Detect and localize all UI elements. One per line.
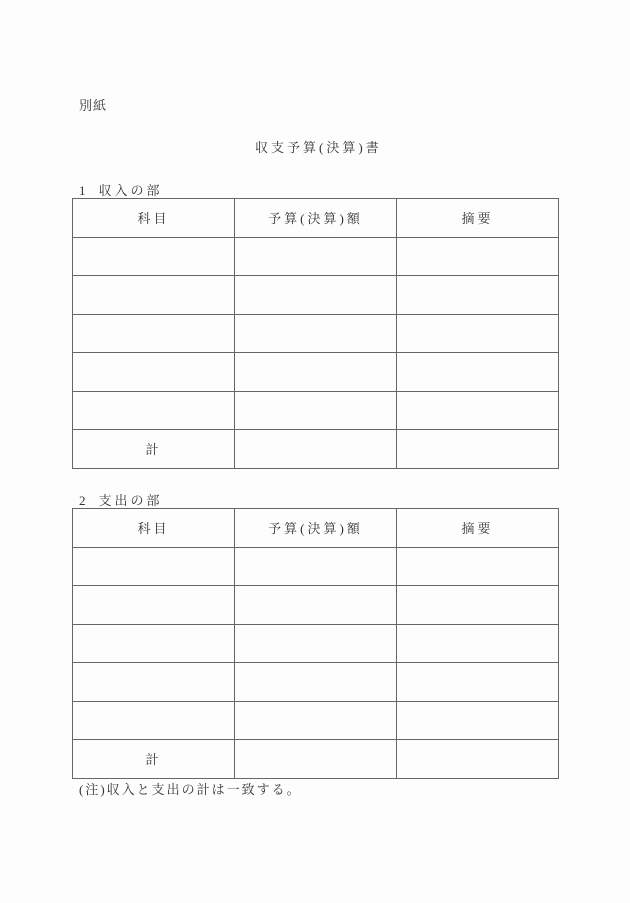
table-row <box>73 547 559 586</box>
amount-cell[interactable] <box>235 624 397 663</box>
amount-cell[interactable] <box>235 663 397 702</box>
summary-cell[interactable] <box>397 663 559 702</box>
table-row <box>73 624 559 663</box>
summary-cell[interactable] <box>397 353 559 392</box>
item-cell[interactable] <box>73 624 235 663</box>
amount-cell[interactable] <box>235 237 397 276</box>
table-header-row <box>73 199 559 238</box>
table-row <box>73 276 559 315</box>
table-row <box>73 663 559 702</box>
item-cell[interactable] <box>73 276 235 315</box>
total-summary-cell[interactable] <box>397 740 559 779</box>
column-header-summary: 摘要 <box>397 509 559 548</box>
summary-cell[interactable] <box>397 391 559 430</box>
summary-cell[interactable] <box>397 586 559 625</box>
total-summary-cell[interactable] <box>397 430 559 469</box>
total-label-cell: 計 <box>73 430 235 469</box>
section-number: 1 <box>79 183 89 198</box>
column-header-item: 科目 <box>73 509 235 548</box>
amount-cell[interactable] <box>235 276 397 315</box>
footnote: (注)収入と支出の計は一致する。 <box>79 782 302 797</box>
total-amount-cell[interactable] <box>235 430 397 469</box>
table-header-row <box>73 509 559 548</box>
summary-cell[interactable] <box>397 624 559 663</box>
amount-cell[interactable] <box>235 314 397 353</box>
attachment-label: 別紙 <box>79 98 108 113</box>
item-cell[interactable] <box>73 391 235 430</box>
amount-cell[interactable] <box>235 547 397 586</box>
amount-cell[interactable] <box>235 391 397 430</box>
item-cell[interactable] <box>73 701 235 740</box>
column-header-summary: 摘要 <box>397 199 559 238</box>
summary-cell[interactable] <box>397 237 559 276</box>
summary-cell[interactable] <box>397 314 559 353</box>
table-row <box>73 237 559 276</box>
item-cell[interactable] <box>73 237 235 276</box>
income-table <box>72 198 559 469</box>
document-title: 収支予算(決算)書 <box>255 140 382 155</box>
column-header-item: 科目 <box>73 199 235 238</box>
amount-cell[interactable] <box>235 586 397 625</box>
total-label-cell: 計 <box>73 740 235 779</box>
item-cell[interactable] <box>73 663 235 702</box>
section-number: 2 <box>79 493 89 508</box>
expense-section-heading <box>79 490 163 509</box>
section-title: 支出の部 <box>98 493 163 508</box>
total-row <box>73 430 559 469</box>
total-row <box>73 740 559 779</box>
summary-cell[interactable] <box>397 276 559 315</box>
table-row <box>73 391 559 430</box>
table-row <box>73 701 559 740</box>
table-row <box>73 353 559 392</box>
section-title: 収入の部 <box>98 183 163 198</box>
summary-cell[interactable] <box>397 701 559 740</box>
table-row <box>73 586 559 625</box>
item-cell[interactable] <box>73 353 235 392</box>
income-section-heading <box>79 180 163 199</box>
item-cell[interactable] <box>73 314 235 353</box>
total-amount-cell[interactable] <box>235 740 397 779</box>
item-cell[interactable] <box>73 586 235 625</box>
column-header-amount: 予算(決算)額 <box>235 509 397 548</box>
expense-table <box>72 508 559 779</box>
summary-cell[interactable] <box>397 547 559 586</box>
amount-cell[interactable] <box>235 701 397 740</box>
column-header-amount: 予算(決算)額 <box>235 199 397 238</box>
amount-cell[interactable] <box>235 353 397 392</box>
table-row <box>73 314 559 353</box>
item-cell[interactable] <box>73 547 235 586</box>
